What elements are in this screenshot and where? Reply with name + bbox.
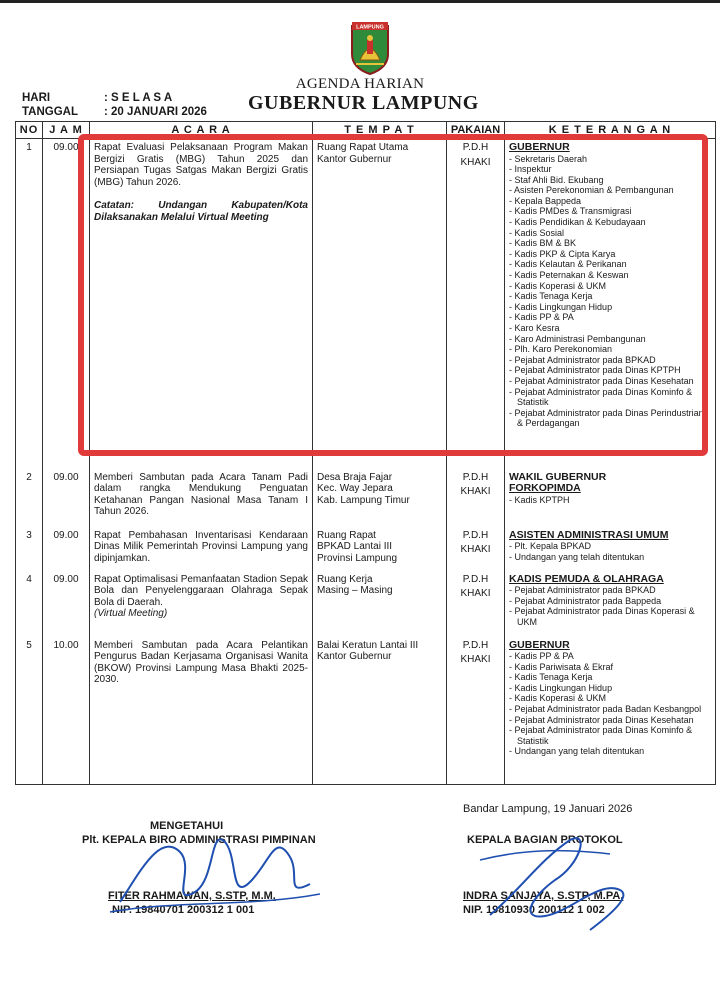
- row-no: 1: [16, 139, 43, 469]
- row-pakaian: [447, 527, 505, 571]
- keterangan-item: - Karo Kesra: [509, 323, 560, 333]
- pakaian-line: P.D.H: [462, 639, 489, 651]
- tempat-line: Ruang Rapat: [317, 529, 376, 541]
- col-no: NO: [16, 122, 43, 139]
- row-acara: [90, 527, 313, 571]
- row-acara: [90, 637, 313, 785]
- keterangan-heading: FORKOPIMDA: [509, 482, 581, 494]
- left-signer-name: FITER RAHMAWAN, S.STP, M.M.: [108, 890, 276, 902]
- acara-extra: (Virtual Meeting): [94, 608, 168, 619]
- row-jam: 10.00: [43, 637, 90, 785]
- col-acara: A C A R A: [90, 122, 313, 139]
- table-row: [16, 527, 716, 571]
- keterangan-list: [509, 585, 711, 627]
- row-acara: [90, 469, 313, 527]
- row-keterangan: [505, 637, 716, 785]
- pakaian-line: KHAKI: [460, 156, 491, 168]
- keterangan-item: - Pejabat Administrator pada BPKAD: [509, 585, 656, 595]
- pakaian-line: KHAKI: [460, 588, 491, 599]
- logo-text: LAMPUNG: [356, 24, 384, 31]
- pakaian-line: P.D.H: [462, 471, 489, 483]
- keterangan-item: - Asisten Perekonomian & Pembangunan: [509, 185, 674, 196]
- keterangan-list: [509, 651, 711, 757]
- keterangan-item: - Pejabat Administrator pada Dinas Perindustrian & Perdagangan: [509, 407, 704, 429]
- acara-text: Rapat Pembahasan Inventarisasi Kendaraan Dinas Milik Pemerintah Provinsi Lampung yang dipinjamkan.: [94, 529, 308, 564]
- catatan-note: Catatan: Undangan Kabupaten/Kota Dilaksanakan Melalui Virtual Meeting: [94, 200, 308, 223]
- keterangan-item: - Pejabat Administrator pada Dinas Kominfo & Statistik: [509, 725, 693, 746]
- table-row: [16, 469, 716, 527]
- row-tempat: [313, 139, 447, 469]
- col-keterangan: K E T E R A N G A N: [505, 122, 716, 139]
- keterangan-item: - Plt. Kepala BPKAD: [509, 541, 592, 551]
- col-pakaian: PAKAIAN: [447, 122, 505, 139]
- keterangan-item: - Kadis Koperasi & UKM: [509, 280, 607, 291]
- row-tempat: [313, 571, 447, 637]
- row-tempat: [313, 637, 447, 785]
- keterangan-heading: KADIS PEMUDA & OLAHRAGA: [509, 572, 664, 585]
- mengetahui-label: MENGETAHUI: [150, 820, 224, 832]
- place-date: Bandar Lampung, 19 Januari 2026: [463, 803, 633, 815]
- row-pakaian: [447, 469, 505, 527]
- row-keterangan: [505, 527, 716, 571]
- keterangan-item: - Kadis PP & PA: [509, 312, 574, 323]
- tempat-line: Kab. Lampung Timur: [317, 494, 410, 506]
- row-acara: [90, 571, 313, 637]
- tempat-line: Kec. Way Jepara: [317, 483, 393, 494]
- table-row: [16, 571, 716, 637]
- keterangan-list: [509, 541, 711, 562]
- col-tempat: T E M P A T: [313, 122, 447, 139]
- keterangan-item: - Plh. Karo Perekonomian: [509, 344, 613, 355]
- row-jam: 09.00: [43, 527, 90, 571]
- keterangan-item: - Kadis KPTPH: [509, 494, 570, 505]
- keterangan-item: - Kadis BM & BK: [509, 238, 577, 249]
- keterangan-item: - Pejabat Administrator pada Dinas KPTPH: [509, 365, 681, 376]
- keterangan-item: - Sekretaris Daerah: [509, 153, 588, 164]
- keterangan-list: [509, 495, 711, 506]
- row-acara: [90, 139, 313, 469]
- keterangan-item: - Staf Ahli Bid. Ekubang: [509, 174, 604, 185]
- acara-text: Rapat Optimalisasi Pemanfaatan Stadion Sepak Bola dan Penyelenggaraan Olahraga Sepak Bola di Daerah.: [94, 573, 309, 608]
- tempat-line: Ruang Rapat Utama: [317, 142, 409, 153]
- keterangan-item: - Kadis Sosial: [509, 227, 565, 238]
- row-no: 2: [16, 469, 43, 527]
- keterangan-item: - Karo Administrasi Pembangunan: [509, 333, 646, 344]
- tanggal-label: TANGGAL: [22, 106, 79, 118]
- keterangan-item: - Pejabat Administrator pada Dinas Kominfo & Statistik: [509, 386, 693, 408]
- keterangan-item: - Kadis PP & PA: [509, 651, 574, 661]
- keterangan-heading: ASISTEN ADMINISTRASI UMUM: [509, 528, 669, 541]
- keterangan-item: - Kadis Kelautan & Perikanan: [509, 259, 627, 270]
- tempat-line: Kantor Gubernur: [317, 651, 392, 662]
- acara-text: Memberi Sambutan pada Acara Tanam Padi dalam rangka Mendukung Penguatan Ketahanan Pangan Nasional Masa Tanam I Tahun 2026.: [94, 471, 308, 517]
- row-pakaian: [447, 571, 505, 637]
- row-no: 4: [16, 571, 43, 637]
- keterangan-item: - Kadis PKP & Cipta Karya: [509, 248, 616, 259]
- tempat-line: Provinsi Lampung: [317, 552, 398, 564]
- keterangan-item: - Pejabat Administrator pada Dinas Kesehatan: [509, 714, 694, 725]
- tempat-line: Balai Keratun Lantai III: [317, 639, 419, 651]
- tempat-line: Desa Braja Fajar: [317, 471, 393, 483]
- row-keterangan: [505, 139, 716, 469]
- pakaian-line: P.D.H: [462, 573, 489, 585]
- left-signature-icon: [100, 812, 330, 922]
- keterangan-item: - Kadis Lingkungan Hidup: [509, 682, 613, 693]
- right-signer-name: INDRA SANJAYA, S.STP, M.PA.: [463, 890, 624, 902]
- lampung-emblem-icon: [346, 20, 394, 76]
- right-signer-position: KEPALA BAGIAN PROTOKOL: [467, 834, 623, 846]
- row-no: 5: [16, 637, 43, 785]
- keterangan-item: - Pejabat Administrator pada Dinas Kesehatan: [509, 375, 694, 386]
- row-tempat: [313, 527, 447, 571]
- tempat-line: Ruang Kerja: [317, 573, 373, 585]
- row-pakaian: [447, 637, 505, 785]
- tempat-line: Masing – Masing: [317, 585, 393, 596]
- governor-title: GUBERNUR LAMPUNG: [248, 92, 479, 114]
- row-no: 3: [16, 527, 43, 571]
- row-keterangan: [505, 571, 716, 637]
- row-jam: 09.00: [43, 469, 90, 527]
- keterangan-item: - Undangan yang telah ditentukan: [509, 551, 645, 562]
- keterangan-item: - Pejabat Administrator pada Dinas Koperasi & UKM: [509, 606, 695, 627]
- pakaian-line: KHAKI: [460, 544, 491, 555]
- left-signer-nip: NIP. 19840701 200312 1 001: [112, 904, 255, 916]
- tempat-line: Kantor Gubernur: [317, 153, 392, 165]
- keterangan-heading: WAKIL GUBERNUR: [509, 470, 607, 483]
- keterangan-item: - Kadis Peternakan & Keswan: [509, 270, 629, 281]
- acara-text: Rapat Evaluasi Pelaksanaan Program Makan Bergizi Gratis (MBG) Tahun 2025 dan Persiapan Tugas Satgas Makan Bergizi Gratis (MBG) Tahun 2026.: [94, 142, 308, 188]
- table-row: [16, 637, 716, 785]
- keterangan-item: - Kadis Lingkungan Hidup: [509, 301, 613, 312]
- hari-value: : S E L A S A: [104, 92, 173, 104]
- keterangan-heading: GUBERNUR: [509, 141, 570, 153]
- pakaian-line: P.D.H: [462, 529, 489, 541]
- col-jam: J A M: [43, 122, 90, 139]
- row-tempat: [313, 469, 447, 527]
- keterangan-item: - Kepala Bappeda: [509, 195, 582, 206]
- keterangan-item: - Pejabat Administrator pada Bappeda: [509, 595, 662, 606]
- pakaian-line: KHAKI: [460, 654, 491, 665]
- pakaian-line: KHAKI: [460, 486, 491, 497]
- hari-label: HARI: [22, 92, 51, 104]
- keterangan-item: - Undangan yang telah ditentukan: [509, 746, 645, 757]
- keterangan-item: - Kadis PMDes & Transmigrasi: [509, 206, 632, 217]
- table-header-row: [16, 122, 716, 139]
- keterangan-item: - Pejabat Administrator pada BPKAD: [509, 354, 656, 365]
- row-jam: 09.00: [43, 139, 90, 469]
- row-pakaian: [447, 139, 505, 469]
- keterangan-item: - Kadis Tenaga Kerja: [509, 291, 593, 302]
- keterangan-item: - Kadis Pendidikan & Kebudayaan: [509, 217, 646, 228]
- table-row: [16, 139, 716, 469]
- agenda-table: [15, 121, 716, 785]
- keterangan-list: [509, 154, 711, 429]
- tempat-line: BPKAD Lantai III: [317, 541, 393, 552]
- keterangan-item: - Kadis Tenaga Kerja: [509, 672, 593, 683]
- left-signer-position: Plt. KEPALA BIRO ADMINISTRASI PIMPINAN: [82, 834, 316, 846]
- right-signer-nip: NIP. 19810930 200112 1 002: [463, 904, 605, 916]
- row-jam: 09.00: [43, 571, 90, 637]
- keterangan-item: - Kadis Pariwisata & Ekraf: [509, 661, 614, 672]
- row-keterangan: [505, 469, 716, 527]
- keterangan-item: - Inspektur: [509, 164, 552, 175]
- keterangan-item: - Pejabat Administrator pada Badan Kesbangpol: [509, 703, 702, 714]
- agenda-title: AGENDA HARIAN: [295, 76, 425, 92]
- acara-text: Memberi Sambutan pada Acara Pelantikan Pengurus Badan Kerjasama Organisasi Wanita (BKOW) Provinsi Lampung Masa Bhakti 2025-2030.: [94, 639, 308, 685]
- keterangan-heading: GUBERNUR: [509, 638, 570, 651]
- tanggal-value: : 20 JANUARI 2026: [104, 106, 207, 118]
- right-signature-icon: [460, 820, 650, 940]
- keterangan-item: - Kadis Koperasi & UKM: [509, 693, 607, 704]
- top-border-line: [0, 0, 720, 3]
- pakaian-line: P.D.H: [462, 142, 489, 153]
